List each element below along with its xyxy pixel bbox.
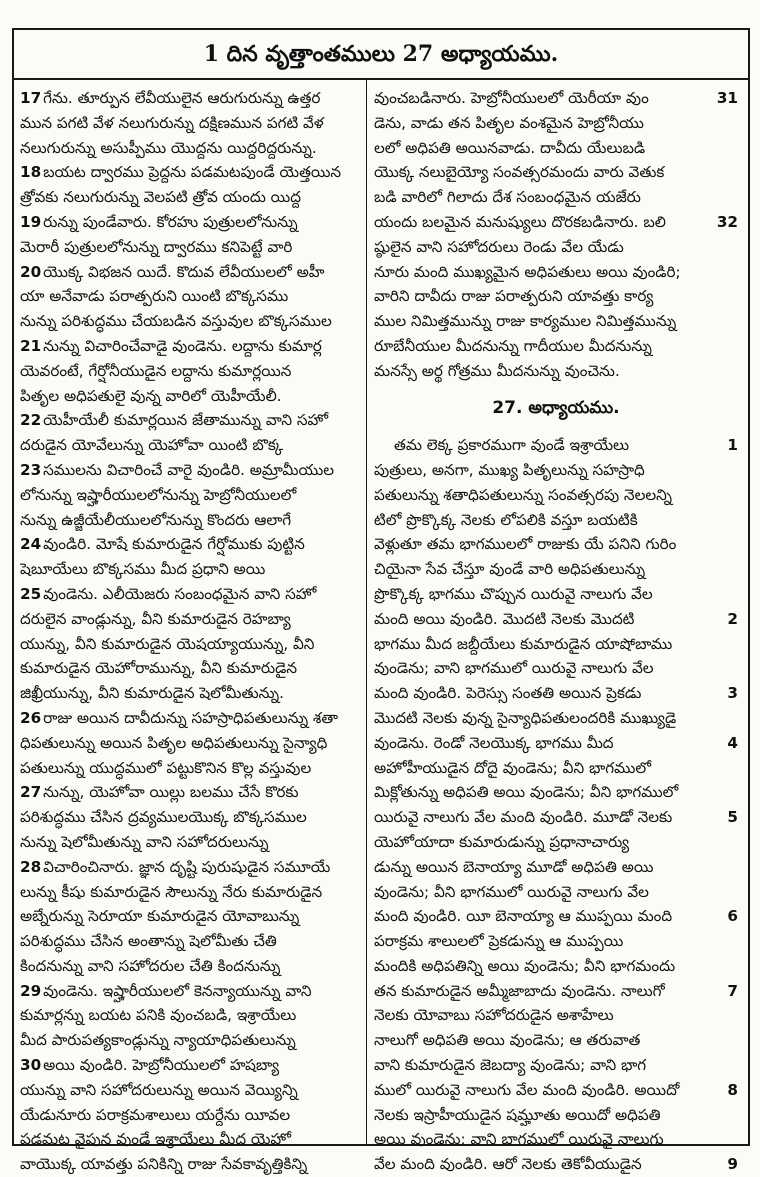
line-text: మంది వుండిరి. యీ బెనాయ్యా ఆ ముప్పయి మంది [374, 907, 673, 926]
verse-number: 18 [20, 163, 42, 182]
text-line [20, 136, 360, 161]
text-line [374, 880, 738, 905]
text-line [374, 458, 738, 483]
line-text: అయి వుండిరి. హెబ్రోనీయులలో హషబ్యా [43, 1056, 280, 1075]
line-text: వేల మంది వుండిరి. ఆరో నెలకు తెకోవీయుడైన [374, 1155, 642, 1174]
text-line [374, 260, 738, 285]
line-text: కుమార్లన్ను బయట పనికి వుంచబడి, ఇశ్రాయేలు [20, 1006, 297, 1025]
text-line [374, 532, 738, 557]
text-line [374, 1127, 738, 1152]
chapter-heading: 27. అధ్యాయము. [492, 397, 620, 418]
text-line [20, 483, 360, 508]
verse-number: 24 [20, 535, 42, 554]
line-text: పరాక్రమ శాలులలో ప్రెకడున్ను ఆ ముప్పయి [374, 932, 624, 951]
verse-number: 25 [20, 584, 42, 603]
line-text: నాలుగో అధిపతి అయి వుండెను; ఆ తరువాత [374, 1031, 641, 1050]
line-text: వాయొక్క యావత్తు పనికిన్ని రాజు సేవకావృత్తికిన్ని [20, 1155, 308, 1174]
line-text: దరుడైన యోవేలున్ను యెహోవా యింటి బొక్క [20, 436, 284, 455]
text-line [20, 830, 360, 855]
text-line [374, 632, 738, 657]
text-line [20, 1103, 360, 1128]
verse-number: 1 [727, 436, 738, 455]
line-text: యొక్క విభజన యిదే. కొదువ లేవీయులలో అహీ [43, 262, 325, 281]
text-line [374, 359, 738, 384]
text-line [20, 1152, 360, 1177]
text-line [374, 334, 738, 359]
text-line [20, 408, 360, 433]
text-line [20, 855, 360, 880]
line-text: మున పగటి వేళ నలుగురున్ను దక్షిణమున పగటి వేళ [20, 113, 324, 132]
line-text: గేను. తూర్పున లేవీయులైన ఆరుగురున్ను ఉత్తర [43, 89, 321, 107]
text-line [20, 954, 360, 979]
text-line [20, 731, 360, 756]
line-text: టిలో ప్రొక్కొక్క నెలకు లోపలికి వస్తూ బయటికి [374, 510, 638, 529]
text-line [20, 185, 360, 210]
text-line [20, 111, 360, 136]
line-text: యెహీయేలీ కుమార్లయిన జేతామున్ను వాని సహో [43, 411, 329, 430]
verse-number: 4 [727, 733, 738, 752]
left-column [20, 86, 360, 1177]
verse-number: 32 [716, 212, 738, 231]
text-line [374, 607, 738, 632]
scripture-page [12, 28, 750, 1174]
text-line [20, 309, 360, 334]
text-line [374, 780, 738, 805]
text-line [374, 483, 738, 508]
line-text: వుండిరి. మోషే కుమారుడైన గేర్షోముకు పుట్టిన [43, 535, 305, 554]
line-text: ముల నిమిత్తమున్ను రాజు కార్యముల నిమిత్తమున్ను [374, 312, 677, 331]
line-text: జిఖ్రీయున్ను, వీని కుమారుడైన షెలోమీతున్ను. [20, 684, 284, 703]
line-text: నెలకు ఇస్రాహీయుడైన షమ్హూతు అయిదో అధిపతి [374, 1105, 661, 1124]
line-text: త్రోవకు నలుగురున్ను వెలపటి త్రోవ యందు యిద్ద [20, 188, 301, 207]
text-line [20, 557, 360, 582]
right-column-continuation [374, 86, 738, 384]
text-line [20, 1028, 360, 1053]
right-column [374, 86, 738, 1177]
verse-number: 3 [727, 684, 738, 703]
text-line [20, 284, 360, 309]
line-text: మంది అయి వుండిరి. మొదటి నెలకు మొదటి [374, 609, 635, 628]
line-text: డెను, వాడు తన పితృల వంశమైన హెబ్రోనీయు [374, 113, 644, 132]
line-text: యా అనేవాడు పరాత్పరుని యింటి బొక్కసము [20, 287, 289, 306]
line-text: తన కుమారుడైన అమ్మీజాబాదు వుండెను. నాలుగో [374, 981, 665, 1000]
text-line [374, 284, 738, 309]
line-text: పరిశుద్ధము చేసిన అంతాన్ను షెలోమీతు చేతి [20, 932, 277, 951]
line-text: కుమారుడైన యెహోరామున్ను, వీని కుమారుడైన [20, 659, 298, 678]
text-line [20, 1078, 360, 1103]
line-text: యెవరంటే, గేర్షోనీయుడైన లద్దాను కుమార్లయిన [20, 361, 292, 380]
verse-number: 8 [727, 1080, 738, 1099]
text-line [20, 458, 360, 483]
text-line [374, 508, 738, 533]
page-header [14, 30, 748, 80]
text-line [20, 607, 360, 632]
text-line [374, 904, 738, 929]
line-text: కిందనున్ను వాని సహోదరుల చేతి కిందనున్ను [20, 956, 281, 975]
verse-number: 22 [20, 411, 42, 430]
verse-number: 6 [727, 907, 738, 926]
line-text: రాజు అయిన దావీదున్ను సహస్రాధిపతులున్ను శతా [43, 708, 338, 727]
line-text: యున్ను, వీని కుమారుడైన యెషయ్యాయున్ను, వీని [20, 634, 315, 653]
verse-number: 31 [716, 89, 738, 107]
right-column-chapter-text [374, 433, 738, 1177]
text-line [20, 1003, 360, 1028]
text-line [374, 656, 738, 681]
line-text: మిక్లోతున్ను అధిపతి అయి వుండెను; వీని భాగములో [374, 783, 679, 802]
line-text: మొదటి నెలకు వున్న సైన్యాధిపతులందరికి ముఖ్యుడై [374, 708, 677, 727]
text-line [20, 632, 360, 657]
line-text: యందు బలమైన మనుష్యులు దొరకబడినారు. బలి [374, 212, 666, 231]
line-text: పుత్రులు, అనగా, ముఖ్య పితృలున్ను సహస్రాధి [374, 460, 645, 479]
line-text: మంది వుండిరి. పెరెస్సు సంతతి అయిన ప్రెకడు [374, 684, 642, 703]
line-text: వాని కుమారుడైన జెబద్యా వుండెను; వాని భాగ [374, 1056, 647, 1075]
line-text: అహోహీయుడైన దోదై వుండెను; వీని భాగములో [374, 758, 652, 777]
text-line [374, 235, 738, 260]
line-text: నలుగురున్ను అసుప్పీము యొద్దను యిద్దరిద్దరున్ను. [20, 138, 317, 157]
verse-number: 7 [727, 981, 738, 1000]
line-text: సములను విచారించే వారై వుండిరి. అమ్రామీయుల [43, 460, 335, 479]
line-text: బయట ద్వారము ప్రెద్దను పడమటపుండే యెత్తయిన [43, 163, 342, 182]
verse-number: 26 [20, 708, 42, 727]
verse-number: 5 [727, 808, 738, 827]
line-text: యొక్క నలుబైయ్యో సంవత్సరమందు వారు వెతుక [374, 163, 665, 182]
line-text: యేడునూరు పరాక్రమశాలులు యర్దేను యీవల [20, 1105, 291, 1124]
line-text: అబ్నేరున్ను సెరూయా కుమారుడైన యోవాబున్ను [20, 907, 300, 926]
line-text: పరిశుద్ధము చేసిన ద్రవ్యములయొక్క బొక్కసముల [20, 808, 307, 827]
line-text: ధిపతులున్ను అయిన పితృల అధిపతులున్ను సైన్యాధి [20, 733, 328, 752]
text-line [20, 1053, 360, 1078]
text-line [374, 1028, 738, 1053]
text-line [20, 160, 360, 185]
line-text: భాగము మీద జబ్దీయేలు కుమారుడైన యాషోబాము [374, 634, 673, 653]
text-line [374, 582, 738, 607]
text-line [20, 334, 360, 359]
verse-number: 17 [20, 89, 42, 107]
line-text: ప్రొక్కొక్క భాగము చొప్పున యిరువై నాలుగు వేల [374, 584, 653, 603]
text-line [20, 681, 360, 706]
text-line [374, 136, 738, 161]
text-line [20, 756, 360, 781]
line-text: యెహోయాదా కుమారుడున్ను ప్రధానాచార్యు [374, 832, 630, 851]
line-text: మనస్సే అర్థ గోత్రము మీదనున్ను వుంచెను. [374, 361, 620, 380]
text-line [20, 235, 360, 260]
line-text: యున్ను వాని సహోదరులున్ను అయిన వెయ్యిన్ని [20, 1080, 298, 1099]
text-line [374, 185, 738, 210]
text-line [20, 706, 360, 731]
text-line [20, 582, 360, 607]
text-line [374, 433, 738, 458]
verse-number: 29 [20, 981, 42, 1000]
line-text: రూబేనీయుల మీదనున్ను గాదీయుల మీదనున్ను [374, 336, 652, 355]
text-line [374, 1053, 738, 1078]
line-text: నున్ను ఉజ్జీయేలీయులలోనున్ను కొందరు ఆలాగే [20, 510, 292, 529]
line-text: విచారించినారు. జ్ఞాన దృష్టి పురుషుడైన సమూయే [43, 857, 331, 876]
text-line [20, 359, 360, 384]
text-line [374, 954, 738, 979]
text-line [374, 1152, 738, 1177]
verse-number: 28 [20, 857, 42, 876]
line-text: మందికి అధిపతిన్ని అయి వుండెను; వీని భాగమందు [374, 956, 676, 975]
text-line [20, 433, 360, 458]
line-text: లోనున్ను ఇష్హారీయులలోనున్ను హెబ్రోనీయులలో [20, 485, 297, 504]
text-line [20, 210, 360, 235]
text-line [374, 1003, 738, 1028]
line-text: పితృల అధిపతులై వున్న వారిలో యెహీయేలీ. [20, 386, 282, 405]
text-line [20, 979, 360, 1004]
text-line [374, 830, 738, 855]
line-text: యిరువై నాలుగు వేల మంది వుండిరి. మూడో నెలకు [374, 808, 673, 827]
text-line [20, 880, 360, 905]
text-line [374, 929, 738, 954]
line-text: షెబూయేలు బొక్కసము మీద ప్రధాని అయి [20, 560, 266, 579]
line-text: లున్ను కీషు కుమారుడైన సౌలున్ను నేరు కుమారుడైన [20, 882, 323, 901]
text-line [374, 309, 738, 334]
text-line [374, 111, 738, 136]
line-text: వుండెను; వాని భాగములో యిరువై నాలుగు వేల [374, 659, 654, 678]
line-text: వెళ్లుతూ తమ భాగములలో రాజుకు యే పనిని గురిం [374, 535, 677, 554]
line-text: దరులైన వాండ్లున్ను, వీని కుమారుడైన రెహబ్యా [20, 609, 291, 628]
verse-number: 23 [20, 460, 42, 479]
verse-number: 21 [20, 336, 42, 355]
text-line [20, 86, 360, 111]
line-text: నెలకు యోవాబు సహోదరుడైన అశాహేలు [374, 1006, 614, 1025]
verse-number: 27 [20, 783, 42, 802]
line-text: అయి వుండెను; వాని భాగములో యిరువై నాలుగు [374, 1130, 664, 1149]
text-line [20, 260, 360, 285]
text-line [374, 1078, 738, 1103]
column-divider [366, 78, 367, 1146]
text-line [374, 706, 738, 731]
text-line [20, 532, 360, 557]
verse-number: 9 [727, 1155, 738, 1174]
text-line [20, 384, 360, 409]
text-line [20, 929, 360, 954]
line-text: వుండెను. ఎలీయెజరు సంబంధమైన వాని సహో [43, 584, 317, 603]
text-line [374, 160, 738, 185]
line-text: నూరు మంది ముఖ్యమైన అధిపతులు అయి వుండిరి; [374, 262, 681, 281]
line-text: డున్ను అయిన బెనాయ్యా మూడో అధిపతి అయి [374, 857, 654, 876]
line-text: రున్ను పుండేవారు. కోరహు పుత్రులలోనున్ను [43, 212, 298, 231]
text-line [374, 805, 738, 830]
text-line [374, 1103, 738, 1128]
line-text: మీద పారుపత్యకాండ్లున్ను న్యాయాధిపతులున్ను [20, 1031, 296, 1050]
line-text: ష్ఠులైన వాని సహోదరులు రెండు వేల యేడు [374, 237, 624, 256]
text-line [374, 979, 738, 1004]
text-line [374, 681, 738, 706]
line-text: నున్ను, యెహోవా యిల్లు బలము చేసే కొరకు [43, 783, 299, 802]
line-text: తమ లెక్క ప్రకారముగా వుండే ఇశ్రాయేలు [394, 436, 630, 455]
line-text: నున్ను విచారించేవాడై వుండెను. లద్దాను కుమార్ల [43, 336, 322, 355]
line-text: పడమట వైపున వుండే ఇశ్రాయేలు మీద యెహో [20, 1130, 291, 1149]
text-line [374, 855, 738, 880]
page-title: 1 దిన వృత్తాంతములు 27 అధ్యాయము. [203, 41, 559, 67]
text-line [20, 904, 360, 929]
verse-number: 20 [20, 262, 42, 281]
verse-number: 30 [20, 1056, 42, 1075]
text-line [20, 656, 360, 681]
line-text: వుంచబడినారు. హెబ్రోనీయులలో యెరీయా వుం [374, 89, 649, 107]
text-line [20, 805, 360, 830]
text-line [374, 557, 738, 582]
text-line [374, 86, 738, 111]
line-text: చియైనా సేవ చేస్తూ వుండే వారి అధిపతులున్ను [374, 560, 646, 579]
line-text: నున్ను పరిశుద్ధము చేయబడిన వస్తువుల బొక్కసముల [20, 312, 332, 331]
text-line [374, 731, 738, 756]
line-text: పతులున్ను శతాధిపతులున్ను సంవత్సరపు నెలలన్ని [374, 485, 672, 504]
line-text: వుండెను; వీని భాగములో యిరువై నాలుగు వేల [374, 882, 649, 901]
verse-number: 19 [20, 212, 42, 231]
line-text: నున్ను షెలోమీతున్ను వాని సహోదరులున్ను [20, 832, 269, 851]
text-line [20, 780, 360, 805]
line-text: బడి వారిలో గిలాదు దేశ సంబంధమైన యజేరు [374, 188, 641, 207]
text-line [20, 1127, 360, 1152]
line-text: వుండెను. ఇష్హారీయులలో కెనన్యాయున్ను వాని [43, 981, 312, 1000]
text-line [20, 508, 360, 533]
text-line [374, 210, 738, 235]
line-text: లలో అధిపతి అయినవాడు. దావీదు యేలుబడి [374, 138, 646, 157]
line-text: మెరారీ పుత్రులలోనున్ను ద్వారము కనిపెట్టే వారి [20, 237, 293, 256]
line-text: పతులున్ను యుద్ధములో పట్టుకొనిన కొల్ల వస్తువుల [20, 758, 312, 777]
line-text: వుండెను. రెండో నెలయొక్క భాగము మీద [374, 733, 614, 752]
verse-number: 2 [727, 609, 738, 628]
line-text: ములో యిరువై నాలుగు వేల మంది వుండిరి. అయిదో [374, 1080, 680, 1099]
text-line [374, 756, 738, 781]
line-text: వారిని దావీదు రాజు పరాత్పరుని యావత్తు కార్య [374, 287, 654, 306]
